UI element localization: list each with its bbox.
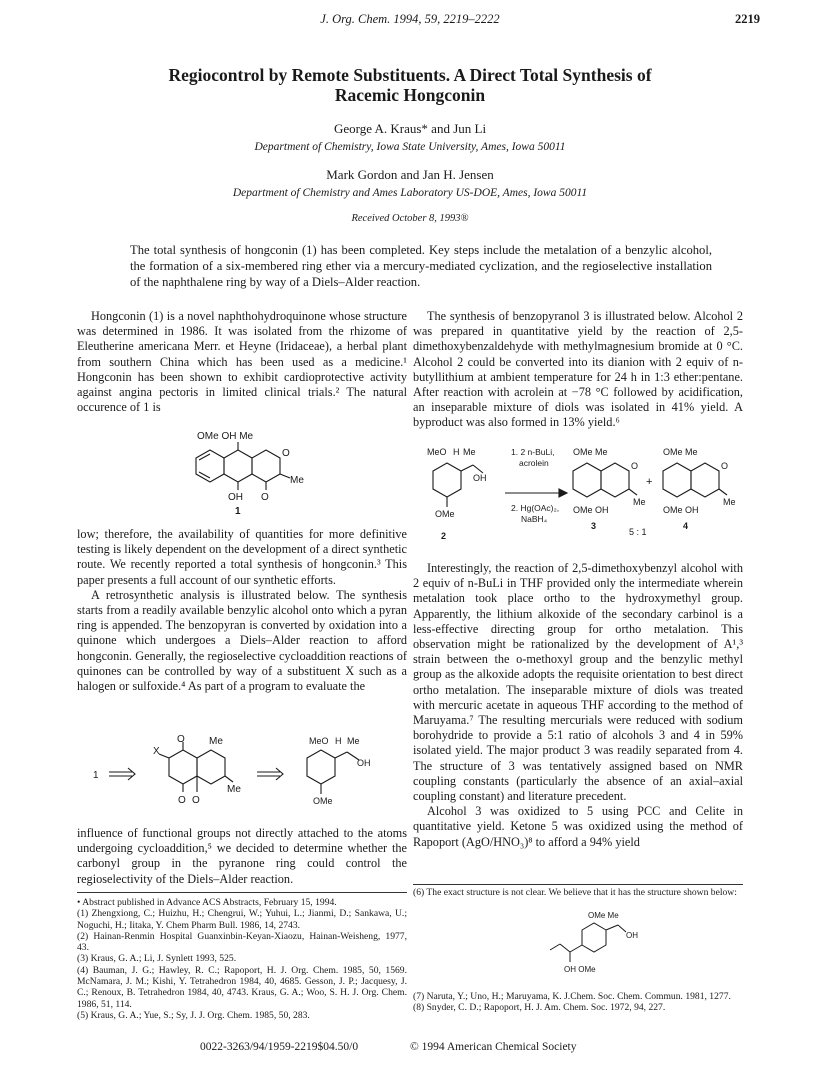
footnote-6 [413, 887, 743, 898]
received-date: Received October 8, 1993® [351, 213, 469, 224]
authors-group-2: Mark Gordon and Jan H. Jensen [326, 167, 494, 182]
retro-o-bottom-left: O [178, 795, 186, 806]
right-para-2 [413, 561, 743, 850]
compound-number-4: 4 [683, 521, 689, 531]
paragraph: The synthesis of benzopyranol 3 is illustrated below. Alcohol 2 was prepared in quantitative yield by the reaction of 2,5-dimethoxybenzaldehyde with methylmagnesium bromide at 0 °C. Alcohol 2 could be converted into its dianion with 2 equiv of n-butyllithium at ambient temperature for 24 h in 1:3 ether:pentane. After reaction with acrolein at −78 °C followed by acidification, an inseparable mixture of diols was isolated in 41% yield. A byproduct was also formed in 13% yield.⁶ [413, 309, 743, 430]
retro-x-label: X [153, 746, 160, 757]
affiliation-1: Department of Chemistry, Iowa State University, Ames, Iowa 50011 [254, 141, 566, 153]
s4-o: O [721, 461, 729, 471]
fn6-oh: OH [626, 931, 638, 940]
authors-group-1: George A. Kraus* and Jun Li [333, 121, 487, 136]
retro-oh: OH [357, 758, 371, 768]
hongconin-me: Me [290, 475, 304, 486]
s2-meo: MeO [427, 447, 447, 457]
footnote-6-structure [540, 908, 650, 980]
footnote: (7) Naruta, Y.; Uno, H.; Maruyama, K. J.Chem. Soc. Chem. Commun. 1981, 1277. [413, 991, 731, 1002]
benzopyranol-scheme [413, 443, 743, 547]
footnote-rule-right [413, 884, 743, 885]
s4-top: OMe Me [663, 447, 698, 457]
reagent-1: 1. 2 n-BuLi, [511, 447, 555, 457]
fn6-top: OMe Me [588, 911, 619, 920]
retro-o-bottom-right: O [192, 795, 200, 806]
hongconin-oh: OH [228, 492, 243, 503]
s3-me: Me [633, 497, 646, 507]
copyright: © 1994 American Chemical Society [410, 1041, 577, 1053]
s2-ome: OMe [435, 509, 455, 519]
article-title [60, 65, 760, 105]
page-number: 2219 [735, 12, 760, 26]
left-para-1 [77, 309, 407, 415]
journal-citation: J. Org. Chem. 1994, 59, 2219–2222 [320, 12, 500, 26]
s2-oh: OH [473, 473, 487, 483]
hongconin-structure [170, 428, 320, 520]
compound-number-3: 3 [591, 521, 597, 531]
affiliation-2: Department of Chemistry and Ames Laboratory US-DOE, Ames, Iowa 50011 [232, 187, 588, 199]
abstract: The total synthesis of hongconin (1) has been completed. Key steps include the metalation of a benzylic alcohol, the formation of a six-membered ring ether via a mercury-mediated cyclization, and the regioselective installation of the naphthalene ring by way of a Diels–Alder reaction. [130, 243, 712, 289]
paragraph: low; therefore, the availability of quantities for more definitive testing is likely dependent on the development of a direct synthetic route. We recently reported a total synthesis of hongconin.³ This paper presents a full account of our synthetic efforts. [77, 527, 407, 587]
reagent-1b: acrolein [519, 458, 549, 468]
title-line-2: Racemic Hongconin [334, 85, 486, 105]
paragraph: Hongconin (1) is a novel naphthohydroquinone whose structure was determined in 1986. It was isolated from the rhizome of Eleutherine americana Merr. et Heyne (Iridaceae), a herbal plant from southern China which has been used as a medicine.¹ Hongconin has been shown to exhibit cardioprotective activity against angina pectoris in limited clinical trials.² The natural occurence of 1 is [77, 309, 407, 415]
s4-bottom: OMe OH [663, 505, 699, 515]
title-line-1: Regiocontrol by Remote Substituents. A Direct Total Synthesis of [168, 65, 652, 85]
paragraph: influence of functional groups not directly attached to the atoms undergoing cycloaddition,⁵ we decided to determine whether the carbonyl group in the pyranone ring could control the regioselectivity of the Diels–Alder reaction. [77, 826, 407, 886]
article-code: 0022-3263/94/1959-2219$04.50/0 [200, 1041, 359, 1053]
s2-h: H [453, 447, 460, 457]
footnote: • Abstract published in Advance ACS Abstracts, February 15, 1994. [77, 897, 337, 908]
s3-bottom: OMe OH [573, 505, 609, 515]
hongconin-top-label: OMe OH Me [197, 431, 254, 442]
footnote: (3) Kraus, G. A.; Li, J. Synlett 1993, 525. [77, 953, 237, 965]
plus-sign: + [646, 476, 653, 488]
paragraph: A retrosynthetic analysis is illustrated below. The synthesis starts from a readily available benzylic alcohol onto which a pyran ring is appended. The benzopyran is converted by oxidation into a quinone which undergoes a Diels–Alder reaction to afford hongconin. Generally, the regioselective cycloaddition reactions of quinones can be controlled by way of a substituent X such as a halogen or sulfoxide.⁴ As part of a program to evaluate the [77, 587, 407, 694]
footnotes-left [77, 897, 407, 1021]
hongconin-carbonyl-o: O [261, 492, 269, 503]
paragraph: Interestingly, the reaction of 2,5-dimethoxybenzyl alcohol with 2 equiv of n-BuLi in THF provided only the intermediate wherein metalation took place ortho to the hydroxymethyl group. Apparently, the lithium alkoxide of the secondary carbinol is a less-effective directing group for ortho metalation. This observation might be rationalized by the development of A¹,³ strain between the o-methoxyl group and the benzylic methyl group as the alkoxide adopts the requisite orientation to best direct ortho metalation. The inseparable mixture of diols was treated with mercuric acetate in aqueous THF according to the method of Maruyama.⁷ The resulting mercurials were reduced with sodium borohydride to provide a 5:1 ratio of alcohols 3 and 4 in 59% isolated yield. The major product 3 was readily separated from 4. The structure of 3 was tentatively assigned based on NMR coupling constants (particularly the absence of an axial–axial coupling constant) and literature precedent. [413, 561, 743, 804]
retrosynthesis-scheme [77, 732, 407, 822]
reagent-2b: NaBH₄ [521, 514, 548, 524]
product-ratio: 5 : 1 [629, 527, 647, 537]
compound-number-2: 2 [441, 531, 447, 541]
retro-h: H [335, 736, 342, 746]
s2-me: Me [463, 447, 476, 457]
left-para-4 [77, 826, 407, 887]
s4-me: Me [723, 497, 736, 507]
left-para-2 [77, 527, 407, 694]
paragraph: Alcohol 3 was oxidized to 5 using PCC and Celite in quantitative yield. Ketone 5 was oxidized using the method of Rapoport (AgO/HNO₃)⁸ to afford a 94% yield [413, 804, 743, 849]
retro-ome: OMe [313, 796, 333, 806]
footnote: (2) Hainan-Renmin Hospital Guanxinbin-Keyan-Xiaozu, Hainan-Weisheng, 1977, 43. [77, 930, 407, 954]
fn6-bottom: OH OMe [564, 965, 596, 974]
retro-meo: MeO [309, 736, 329, 746]
s3-o: O [631, 461, 639, 471]
footnote: (8) Snyder, C. D.; Rapoport, H. J. Am. Chem. Soc. 1972, 94, 227. [413, 1002, 666, 1014]
right-para-1 [413, 309, 743, 431]
retro-me-ring: Me [227, 784, 241, 795]
retro-o-top: O [177, 734, 185, 745]
retro-me: Me [347, 736, 360, 746]
reagent-2: 2. Hg(OAc)₂, [511, 503, 560, 513]
footnotes-right [413, 991, 743, 1014]
footnote-rule-left [77, 892, 407, 893]
footnote: (5) Kraus, G. A.; Yue, S.; Sy, J. J. Org. Chem. 1985, 50, 283. [77, 1009, 310, 1021]
footnote: (1) Zhengxiong, C.; Huizhu, H.; Chengrui, W.; Yuhui, L.; Jianmi, D.; Sankawa, U.; Noguchi, H.; Iitaka, Y. Chem Pharm Bull. 1986, 14, 2743. [77, 908, 407, 931]
hongconin-ring-o: O [282, 448, 290, 459]
compound-number-1: 1 [235, 506, 241, 517]
running-header [0, 12, 820, 32]
retro-me-top: Me [209, 736, 223, 747]
footnote: (4) Bauman, J. G.; Hawley, R. C.; Rapoport, H. J. Org. Chem. 1985, 50, 1569. McNamara, J. M.; Kishi, Y. Tetrahedron 1984, 40, 4685. Gesson, J. P.; Jacquesy, J. C.; Renoux, B. Tetrahedron 1984, 40, 4743. Kraus, G. A.; Woo, S. H. J. Org. Chem. 1986, 51, 114. [77, 964, 407, 1010]
footnote: (6) The exact structure is not clear. We believe that it has the structure shown below: [413, 887, 737, 898]
retro-compound-1: 1 [93, 770, 99, 781]
s3-top: OMe Me [573, 447, 608, 457]
